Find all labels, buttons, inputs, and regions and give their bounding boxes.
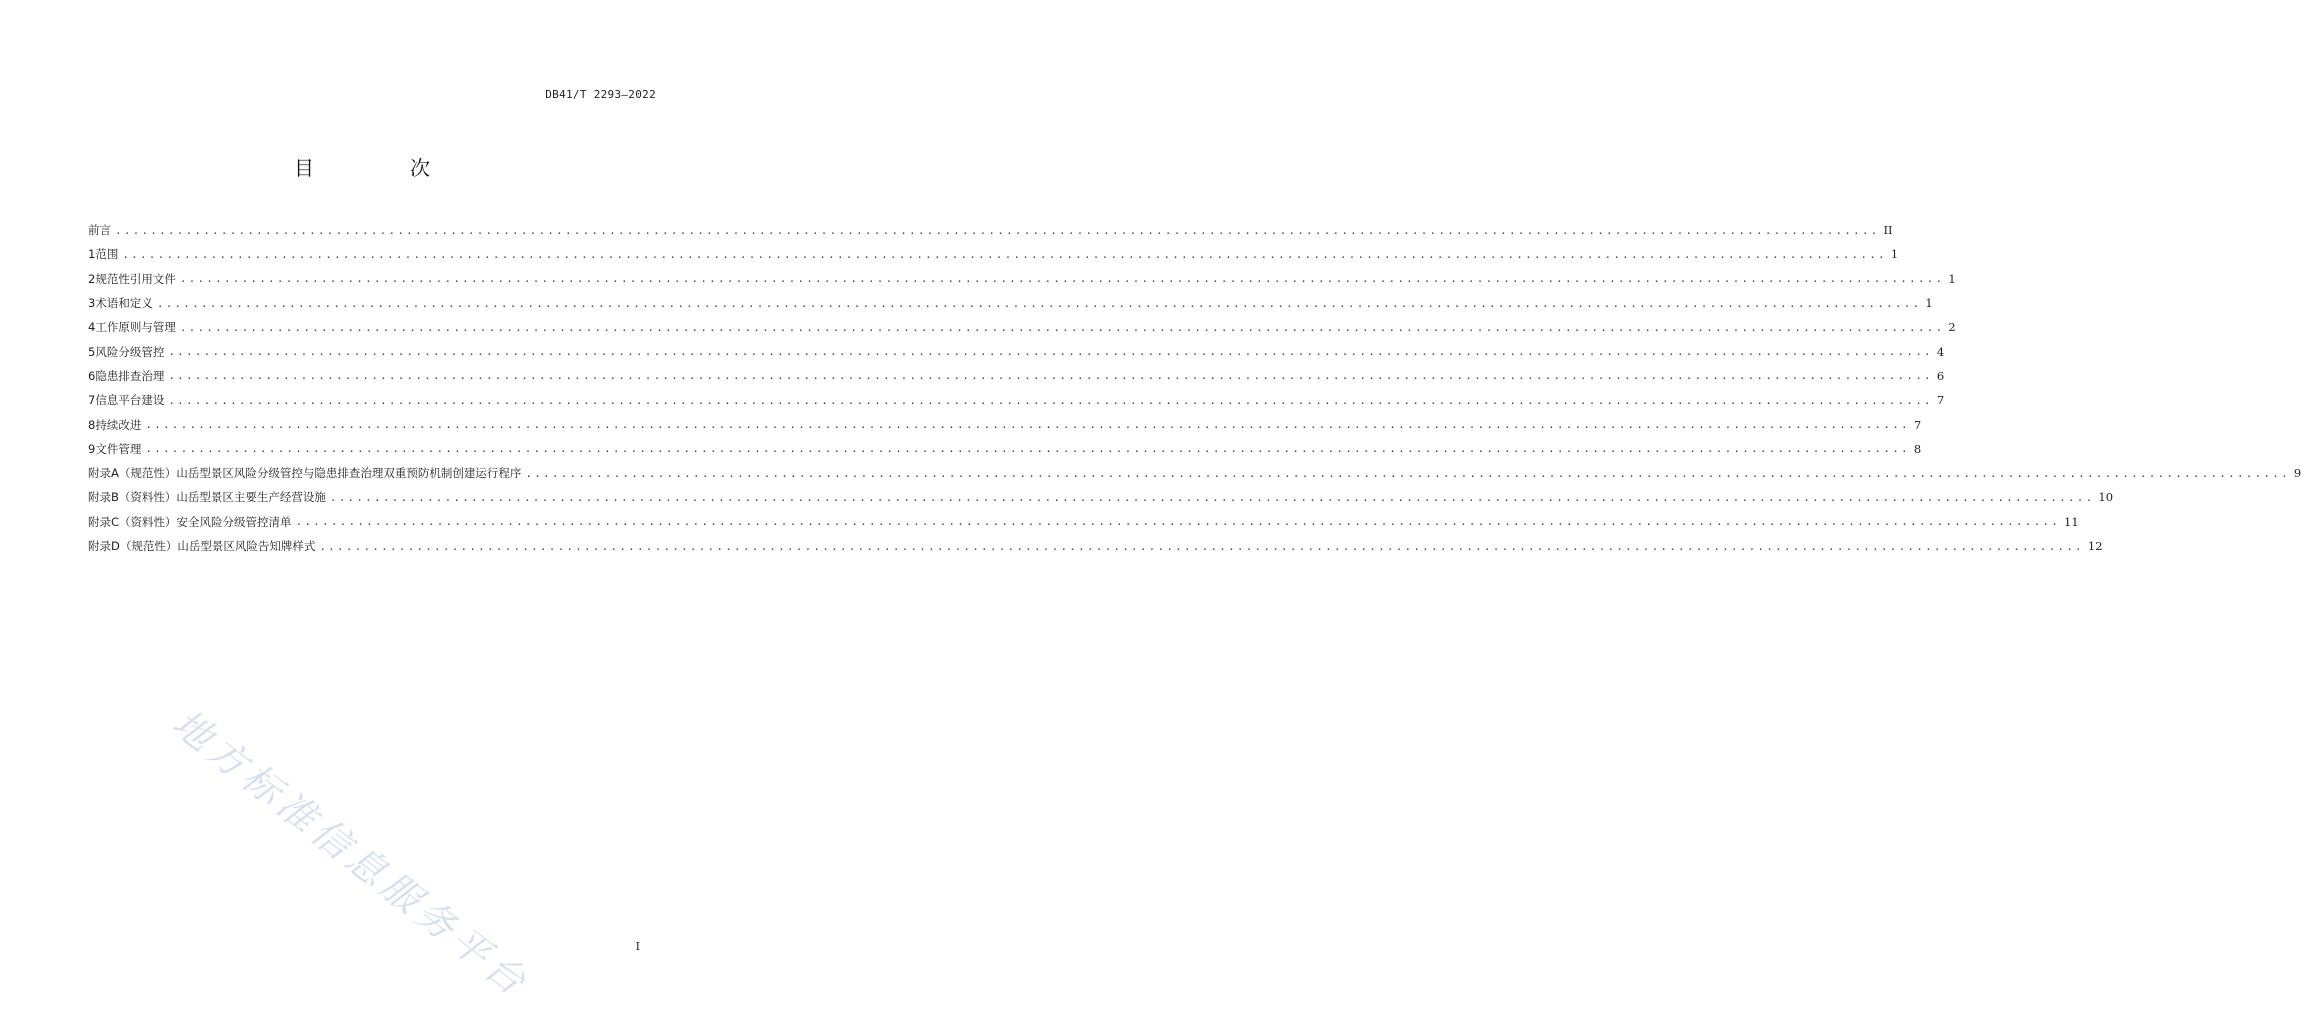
toc-entry-5[interactable] (88, 339, 1945, 363)
toc-entry-page: 1 (1890, 247, 1899, 262)
toc-entry-page: 12 (2087, 539, 2103, 553)
toc-appendix-label: 附录D（规范性） (88, 539, 178, 553)
toc-entry-7[interactable] (88, 388, 1945, 412)
toc-appendix-b[interactable] (88, 485, 2114, 509)
toc-entry-page: 1 (1948, 271, 1956, 286)
toc-entry-label: 风险分级管控 (95, 344, 165, 359)
toc-entry-page: 4 (1936, 344, 1945, 359)
toc-entry-page: 8 (1913, 441, 1922, 456)
toc-entry-number: 7 (88, 393, 96, 408)
page-number: I (635, 940, 640, 953)
toc-entry-9[interactable] (88, 437, 1922, 461)
toc-entry-page: 1 (1925, 296, 1933, 311)
toc-appendix-c[interactable] (88, 510, 2079, 534)
toc-entry-page: 7 (1936, 393, 1945, 408)
toc-entry-label: 信息平台建设 (95, 393, 165, 408)
toc-leader-dots: ........................................................................................................................................................................................................ (145, 418, 1910, 432)
toc-entry-number: 5 (88, 344, 96, 359)
toc-entry-page: 6 (1936, 368, 1945, 383)
toc-entry-4[interactable] (88, 315, 1956, 339)
toc-entry-label: 隐患排查治理 (95, 368, 165, 383)
toc-entry-label: 范围 (95, 247, 119, 262)
toc-entry-page: 2 (1948, 320, 1956, 335)
toc-entry-label: 术语和定义 (95, 296, 153, 311)
toc-appendix-label: 附录B（资料性） (88, 490, 177, 505)
toc-entry-number: 2 (88, 271, 96, 286)
toc-appendix-a[interactable] (88, 461, 2301, 485)
toc-appendix-label: 附录A（规范性） (88, 466, 177, 481)
toc-leader-dots: ........................................................................................................................................................................................................ (295, 515, 2061, 529)
toc-entry-foreword[interactable] (88, 218, 1893, 242)
toc-leader-dots: ........................................................................................................................................................................................................ (168, 369, 1933, 383)
toc-entry-page: 9 (2293, 466, 2301, 481)
toc-entry-page: 7 (1913, 417, 1922, 432)
toc-entry-8[interactable] (88, 412, 1922, 436)
toc-leader-dots: ........................................................................................................................................................................................................ (179, 320, 1945, 334)
toc-leader-dots: ........................................................................................................................................................................................................ (319, 539, 2084, 553)
toc-entry-label: 工作原则与管理 (95, 320, 176, 335)
toc-entry-page: II (1883, 223, 1893, 238)
toc-appendix-title: 山岳型景区主要生产经营设施 (176, 490, 326, 505)
toc-leader-dots: ........................................................................................................................................................................................................ (156, 296, 1922, 310)
toc-entry-number: 6 (88, 368, 96, 383)
standard-code: DB41/T 2293—2022 (545, 88, 656, 101)
page-title: 目 次 (294, 156, 468, 180)
toc-entry-page: 11 (2064, 514, 2079, 529)
toc-leader-dots: ........................................................................................................................................................................................................ (329, 490, 2095, 504)
toc-appendix-title: 山岳型景区风险告知牌样式 (177, 539, 316, 553)
toc-leader-dots: ........................................................................................................................................................................................................ (115, 223, 1880, 237)
table-of-contents (88, 218, 2301, 558)
toc-entry-6[interactable] (88, 364, 1945, 388)
toc-entry-label: 文件管理 (95, 441, 142, 456)
toc-entry-number: 4 (88, 320, 96, 335)
toc-leader-dots: ........................................................................................................................................................................................................ (168, 393, 1933, 407)
toc-leader-dots: ........................................................................................................................................................................................................ (145, 442, 1910, 456)
toc-entry-2[interactable] (88, 267, 1956, 291)
toc-leader-dots: ........................................................................................................................................................................................................ (168, 345, 1933, 359)
toc-entry-number: 8 (88, 417, 96, 432)
toc-entry-label: 持续改进 (95, 417, 142, 432)
toc-entry-page: 10 (2098, 490, 2114, 505)
toc-appendix-title: 山岳型景区风险分级管控与隐患排查治理双重预防机制创建运行程序 (176, 466, 522, 481)
toc-leader-dots: ........................................................................................................................................................................................................ (122, 247, 1887, 261)
toc-entry-label: 规范性引用文件 (95, 271, 176, 286)
toc-entry-number: 1 (88, 247, 96, 262)
toc-entry-3[interactable] (88, 291, 1933, 315)
toc-entry-label: 前言 (88, 223, 111, 238)
toc-appendix-title: 安全风险分级管控清单 (176, 514, 292, 529)
toc-appendix-label: 附录C（资料性） (88, 514, 177, 529)
toc-entry-1[interactable] (88, 242, 1899, 266)
toc-leader-dots: ........................................................................................................................................................................................................ (525, 466, 2290, 480)
toc-entry-number: 3 (88, 296, 96, 311)
toc-leader-dots: ........................................................................................................................................................................................................ (179, 272, 1945, 286)
toc-entry-number: 9 (88, 441, 96, 456)
watermark-text: 地方标准信息服务平台 (164, 700, 539, 1007)
toc-appendix-d[interactable] (88, 534, 2103, 558)
